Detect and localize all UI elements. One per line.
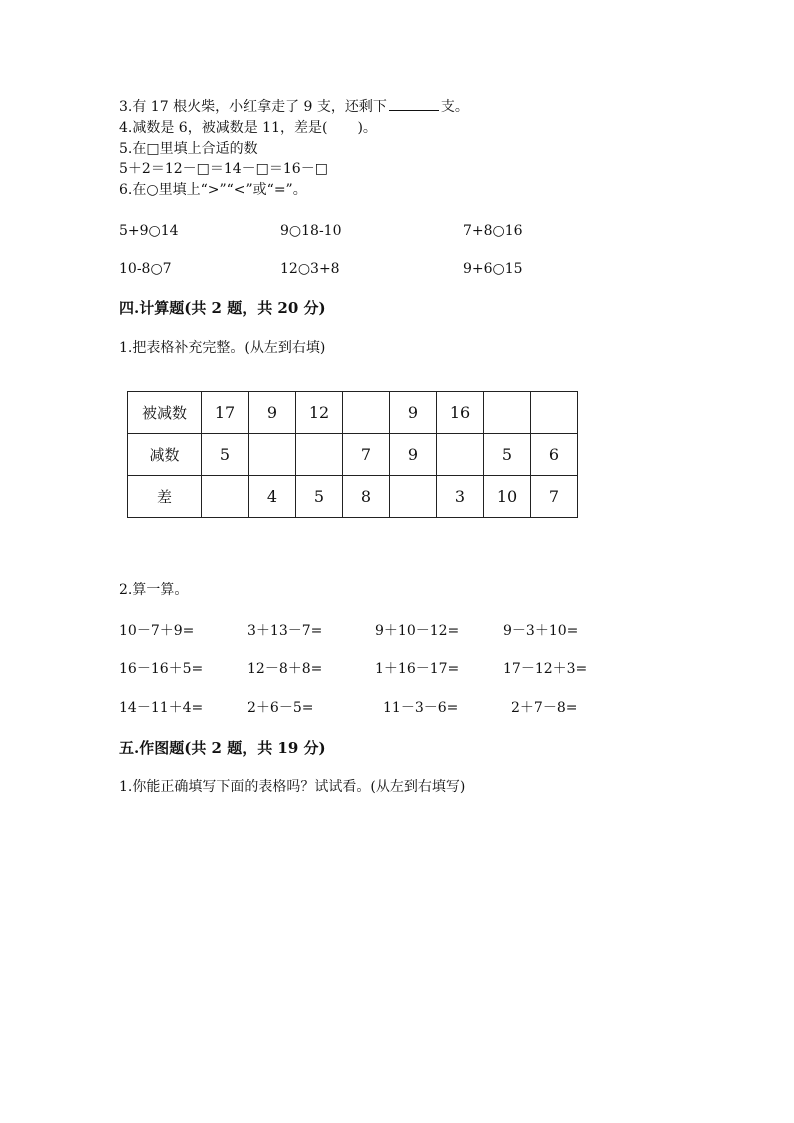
calc-item: 11－3－6= <box>383 700 459 716</box>
calc-item: 9－3＋10= <box>503 623 579 639</box>
table-cell[interactable] <box>484 392 531 434</box>
question-4-text: 4.减数是 6，被减数是 11，差是( <box>119 120 328 136</box>
calc-item: 2＋7－8= <box>511 700 578 716</box>
question-3-suffix: 支。 <box>440 99 469 115</box>
compare-item: 9+6○15 <box>463 261 523 277</box>
row-header-difference: 差 <box>128 476 202 518</box>
section-4-title: 四.计算题(共 2 题，共 20 分) <box>119 299 326 317</box>
question-4-suffix: )。 <box>357 120 377 136</box>
calc-item: 16－16＋5= <box>119 661 204 677</box>
question-3 <box>119 98 469 116</box>
table-cell[interactable]: 12 <box>296 392 343 434</box>
table-cell[interactable] <box>296 434 343 476</box>
compare-item: 7+8○16 <box>463 223 523 239</box>
calc-item: 12－8＋8= <box>247 661 323 677</box>
section-4-question-2-title: 2.算一算。 <box>119 582 189 598</box>
question-3-text: 3.有 17 根火柴，小红拿走了 9 支，还剩下 <box>119 99 387 115</box>
compare-item: 12○3+8 <box>280 261 340 277</box>
subtraction-table <box>127 391 578 518</box>
table-row <box>128 392 578 434</box>
calc-item: 10－7＋9= <box>119 623 195 639</box>
table-cell[interactable]: 5 <box>202 434 249 476</box>
table-cell[interactable]: 4 <box>249 476 296 518</box>
table-row <box>128 434 578 476</box>
table-cell[interactable]: 17 <box>202 392 249 434</box>
compare-item: 10-8○7 <box>119 261 172 277</box>
table-cell[interactable]: 16 <box>437 392 484 434</box>
calc-item: 9＋10－12= <box>375 623 460 639</box>
table-cell[interactable]: 7 <box>343 434 390 476</box>
table-cell[interactable] <box>437 434 484 476</box>
section-5-question-1-title: 1.你能正确填写下面的表格吗？试试看。(从左到右填写) <box>119 779 466 795</box>
table-cell[interactable]: 9 <box>249 392 296 434</box>
answer-blank[interactable] <box>389 98 439 111</box>
table-cell[interactable] <box>390 476 437 518</box>
section-4-question-1-title: 1.把表格补充完整。(从左到右填) <box>119 340 326 356</box>
table-cell[interactable]: 5 <box>484 434 531 476</box>
calc-item: 1＋16－17= <box>375 661 460 677</box>
table-row <box>128 476 578 518</box>
table-cell[interactable]: 3 <box>437 476 484 518</box>
compare-item: 5+9○14 <box>119 223 179 239</box>
question-5-title: 5.在□里填上合适的数 <box>119 141 258 157</box>
table-cell[interactable]: 9 <box>390 392 437 434</box>
table-cell[interactable]: 10 <box>484 476 531 518</box>
row-header-subtrahend: 减数 <box>128 434 202 476</box>
table-cell[interactable] <box>531 392 578 434</box>
question-6-title: 6.在○里填上“>”“<”或“=”。 <box>119 182 307 198</box>
row-header-minuend: 被减数 <box>128 392 202 434</box>
table-cell[interactable]: 6 <box>531 434 578 476</box>
table-cell[interactable]: 5 <box>296 476 343 518</box>
compare-item: 9○18-10 <box>280 223 342 239</box>
calc-item: 14－11＋4= <box>119 700 204 716</box>
question-5-equation: 5＋2＝12－□＝14－□＝16－□ <box>119 161 328 177</box>
question-4 <box>119 119 377 137</box>
calc-item: 3＋13－7= <box>247 623 323 639</box>
section-5-title: 五.作图题(共 2 题，共 19 分) <box>119 739 326 757</box>
table-cell[interactable] <box>249 434 296 476</box>
table-cell[interactable]: 8 <box>343 476 390 518</box>
calc-item: 17－12＋3= <box>503 661 588 677</box>
table-cell[interactable]: 7 <box>531 476 578 518</box>
table-cell[interactable]: 9 <box>390 434 437 476</box>
calc-item: 2＋6－5= <box>247 700 314 716</box>
table-cell[interactable] <box>343 392 390 434</box>
table-cell[interactable] <box>202 476 249 518</box>
